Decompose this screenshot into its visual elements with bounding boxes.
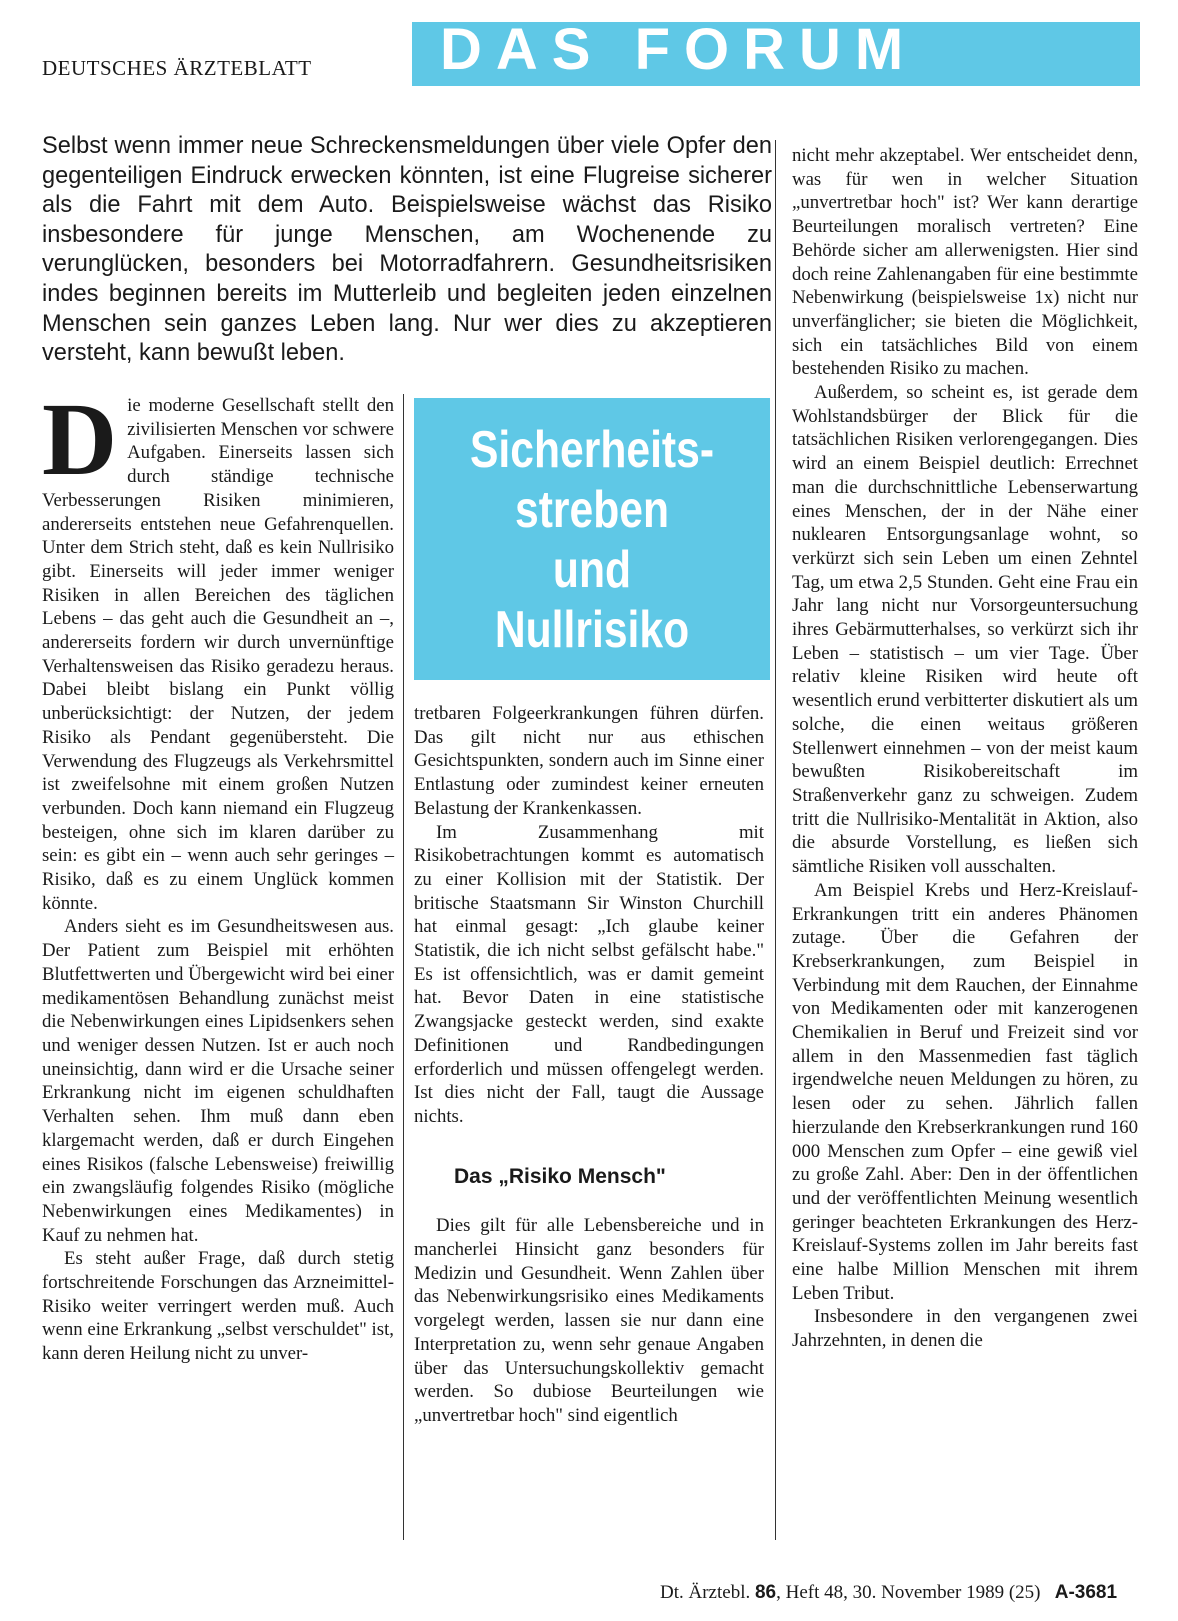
masthead-label: DEUTSCHES ÄRZTEBLATT: [42, 56, 312, 80]
footer-volume: 86: [754, 1582, 777, 1603]
paragraph: Es steht außer Frage, daß durch stetig fortschreitende Forschungen das Arzneimittel-Risiko weiter verringert werden muß. Auch wenn eine Erkrankung „selbst verschuldet" ist, kann deren Heilung nicht zu unver-: [42, 1248, 394, 1365]
headline-line: streben: [514, 481, 670, 539]
headline-line: Nullrisiko: [494, 601, 690, 659]
subheading: Das „Risiko Mensch": [454, 1164, 666, 1188]
paragraph: Anders sieht es im Gesundheitswesen aus. Der Patient zum Beispiel mit erhöhten Blutfettwerten und Übergewicht wird bei einer medikamentösen Behandlung zunächst meist die Nebenwirkungen eines Lipidsenkers sehen und weniger dessen Nutzen. Ist er auch noch uneinsichtig, dann wird er die Ursache seiner Erkrankung nicht im eigenen schuldhaften Verhalten sehen. Ihm muß dann eben klargemacht werden, daß er durch Eingehen eines Risikos (falsche Lebensweise) freiwillig ein zwangsläufig folgendes Risiko (mögliche Nebenwirkungen eines Medikamentes) in Kauf zu nehmen hat.: [42, 916, 394, 1246]
drop-cap: D: [42, 382, 118, 497]
column-3: [792, 144, 1138, 1353]
lead-paragraph: Selbst wenn immer neue Schreckensmeldungen über viele Opfer den gegenteiligen Eindruck erwecken könnten, ist eine Flugreise sicherer als die Fahrt mit dem Auto. Beispielsweise wächst das Risiko insbesondere für junge Menschen, am Wochenende zu verunglücken, besonders bei Motorradfahrern. Gesundheitsrisiken indes beginnen bereits im Mutterleib und begleiten jeden einzelnen Menschen sein ganzes Leben lang. Nur wer dies zu akzeptieren versteht, kann bewußt leben.: [42, 133, 772, 367]
headline-line: und: [552, 541, 632, 599]
page-number: A-3681: [1054, 1582, 1118, 1603]
paragraph: nicht mehr akzeptabel. Wer entscheidet denn, was für wen in welcher Situation „unvertretbar hoch" ist? Wer kann derartige Beurteilungen moralisch vertreten? Eine Behörde sicher am allerwenigsten. Hier sind doch reine Zahlenangaben für eine bestimmte Nebenwirkung (beispielsweise 1x) nicht nur unverfänglicher; sie bieten die Möglichkeit, sich ein tatsächliches Bild von einem bestehenden Risiko zu machen.: [792, 145, 1138, 380]
footer-issue: , Heft 48, 30. November 1989 (25): [776, 1582, 1041, 1603]
headline: [446, 420, 738, 660]
paragraph: Dies gilt für alle Lebensbereiche und in mancherlei Hinsicht ganz besonders für Medizin und Gesundheit. Wenn Zahlen über das Nebenwirkungsrisiko eines Medikaments vorgelegt werden, lassen sie nur dann eine Interpretation zu, wenn sehr genaue Angaben über das Untersuchungskollektiv gemacht werden. So dubiose Beurteilungen wie „unvertretbar hoch" sind eigentlich: [414, 1215, 764, 1426]
paragraph: Im Zusammenhang mit Risikobetrachtungen kommt es automatisch zu einer Kollision mit der Statistik. Der britische Staatsmann Sir Winston Churchill hat einmal gesagt: „Ich glaube keiner Statistik, die ich nicht selbst gefälscht habe." Es ist offensichtlich, was er damit gemeint hat. Bevor Daten in eine statistische Zwangsjacke gesteckt werden, sind exakte Definitionen und Randbedingungen erforderlich und müssen offengelegt werden. Ist dies nicht der Fall, taugt die Aussage nichts.: [414, 821, 764, 1127]
footer-journal: Dt. Ärztebl.: [660, 1582, 751, 1603]
page-footer: [660, 1582, 1117, 1604]
headline-line: Sicherheits-: [469, 421, 715, 479]
paragraph: Die moderne Gesellschaft stellt den zivilisierten Menschen vor schwere Aufgaben. Einerseits lassen sich durch ständige technische Verbesserungen Risiken minimieren, andererseits entstehen neue Gefahrenquellen. Unter dem Strich steht, daß es kein Nullrisiko gibt. Einerseits will jeder immer weniger Risiken in allen Bereichen des täglichen Lebens – das geht auch die Gesundheit an –, andererseits fordern wir durch unvernünftige Verhaltensweisen das Risiko geradezu heraus. Dabei bleibt bislang ein Punkt völlig unberücksichtigt: der Nutzen, der jedem Risiko als Pendant gegenübersteht. Die Verwendung des Flugzeugs als Verkehrsmittel ist zweifelsohne mit einem großen Nutzen verbunden. Doch kann niemand ein Flugzeug besteigen, ohne sich im klaren darüber zu sein: es gibt ein – wenn auch sehr geringes – Risiko, daß es zu einem Unglück kommen könnte.: [42, 382, 394, 914]
section-title: DAS FORUM: [440, 17, 918, 82]
paragraph: tretbaren Folgeerkrankungen führen dürfen. Das gilt nicht nur aus ethischen Gesichtspunkten, sondern auch im Sinne einer Entlastung oder zumindest keiner erneuten Belastung der Krankenkassen.: [414, 703, 764, 819]
column-2: [414, 702, 764, 1428]
section-banner: [412, 17, 1140, 86]
headline-box: [414, 398, 770, 680]
paragraph: Insbesondere in den vergangenen zwei Jahrzehnten, in denen die: [792, 1306, 1138, 1352]
paragraph: Am Beispiel Krebs und Herz-Kreislauf-Erkrankungen tritt ein anderes Phänomen zutage. Über die Gefahren der Krebserkrankungen, zum Beispiel in Verbindung mit dem Rauchen, der Einnahme von Medikamenten oder mit kanzerogenen Chemikalien in Beruf und Freizeit sind vor allem in den Massenmedien fast täglich irgendwelche neuen Meldungen zu hören, zu lesen oder zu sehen. Jährlich fallen hierzulande den Krebserkrankungen rund 160 000 Menschen zum Opfer – eine gewiß viel zu große Zahl. Aber: Den in der öffentlichen und der veröffentlichten Meinung wesentlich geringer beachteten Erkrankungen des Herz-Kreislauf-Systems zollen im Jahr bereits fast eine halbe Million Menschen mit ihrem Leben Tribut.: [792, 879, 1138, 1304]
paragraph: Außerdem, so scheint es, ist gerade dem Wohlstandsbürger der Blick für die tatsächlichen Risiken verlorengegangen. Dies wird an einem Beispiel deutlich: Errechnet man die durchschnittliche Lebenserwartung eines Menschen, der in der Nähe einer nuklearen Entsorgungsanlage wohnt, so verkürzt sich sein Leben um einen Zehntel Tag, um etwa 2,5 Stunden. Geht eine Frau ein Jahr lang nicht nur Vorsorgeuntersuchung ihres Gebärmutterhalses, so verkürzt sich ihr Leben – statistisch – um vier Tage. Über relativ kleine Risiken wird heute oft wesentlich erund verbitterter diskutiert als um solche, die einen weitaus größeren Stellenwert einnehmen – von der meist kaum bewußten Risikobereitschaft im Straßenverkehr ganz zu schweigen. Zudem tritt die Nullrisiko-Mentalität in Aktion, also die absurde Vorstellung, es ließen sich sämtliche Risiken voll ausschalten.: [792, 382, 1138, 878]
column-rule-right: [775, 140, 776, 1540]
column-1: [42, 382, 394, 1366]
column-rule-left: [403, 394, 404, 1540]
